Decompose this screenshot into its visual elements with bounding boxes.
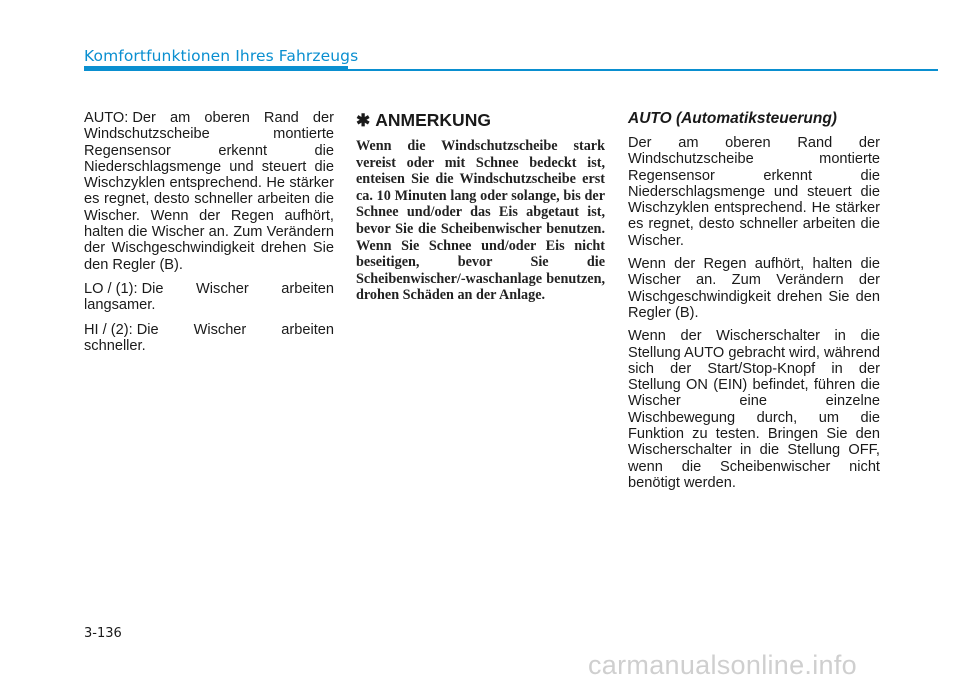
header-accent-bar bbox=[84, 66, 348, 71]
definition-term: LO / (1): bbox=[84, 280, 142, 297]
definition-description: Der am oberen Rand der Windschutzscheibe montierte Regensensor erkennt die Niederschlagsmenge und steuert die Wischzyklen entsprechend. He stärker es regnet, desto schneller arbeiten die Wischer. Wenn der Regen aufhört, halten die Wischer an. Zum Verändern der Wischgeschwindigkeit drehen Sie den Regler (B). bbox=[84, 110, 334, 273]
subsection-title: AUTO (Automatiksteuerung) bbox=[628, 110, 837, 127]
definition-description: Die Wischer arbeiten schneller. bbox=[84, 321, 334, 354]
definition-description: Die Wischer arbeiten langsamer. bbox=[84, 280, 334, 314]
definition-lo bbox=[84, 281, 334, 314]
asterisk-icon: ✱ bbox=[356, 110, 371, 130]
paragraph: Wenn der Regen aufhört, halten die Wischer an. Zum Verändern der Wischgeschwindigkeit drehen Sie den Regler (B). bbox=[628, 256, 880, 321]
note-heading bbox=[356, 110, 605, 131]
definition-term: AUTO: bbox=[84, 110, 133, 126]
section-title: Komfortfunktionen Ihres Fahrzeugs bbox=[84, 47, 359, 65]
column-left bbox=[84, 110, 334, 362]
note-body: Wenn die Windschutzscheibe stark vereist oder mit Schnee bedeckt ist, enteisen Sie die Windschutzscheibe erst ca. 10 Minuten lang oder solange, bis der Schnee und/oder das Eis abgetaut ist, bevor Sie die Scheibenwischer benutzen. Wenn Sie Schnee und/oder Eis nicht beseitigen, bevor Sie die Scheibenwischer/-waschanlage benutzen, drohen Schäden an der Anlage. bbox=[356, 138, 605, 304]
note-title-text: ANMERKUNG bbox=[375, 110, 491, 130]
paragraph: Der am oberen Rand der Windschutzscheibe montierte Regensensor erkennt die Niederschlagsmenge und steuert die Wischzyklen entsprechend. He stärker es regnet, desto schneller arbeiten die Wischer. bbox=[628, 135, 880, 249]
header-rule bbox=[348, 69, 938, 71]
column-right bbox=[628, 110, 880, 498]
column-middle bbox=[356, 110, 605, 304]
paragraph: Wenn der Wischerschalter in die Stellung AUTO gebracht wird, während sich der Start/Stop-Knopf in der Stellung ON (EIN) befindet, führen die Wischer eine einzelne Wischbewegung durch, um die Funktion zu testen. Bringen Sie den Wischerschalter in die Stellung OFF, wenn die Scheibenwischer nicht benötigt werden. bbox=[628, 328, 881, 491]
definition-auto bbox=[84, 110, 334, 273]
definition-hi bbox=[84, 322, 334, 355]
watermark: carmanualsonline.info bbox=[588, 650, 857, 680]
definition-term: HI / (2): bbox=[84, 321, 137, 338]
page-number: 3-136 bbox=[84, 626, 122, 641]
